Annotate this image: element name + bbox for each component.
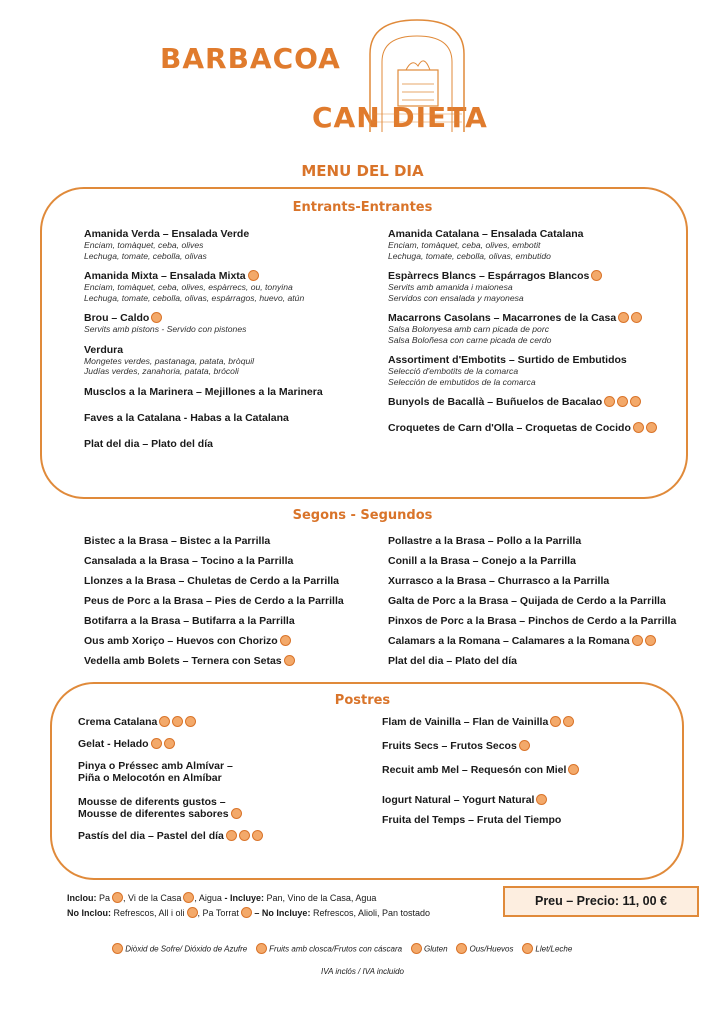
segons-left-column — [84, 531, 384, 671]
egg-allergen-icon — [645, 635, 656, 646]
menu-title: MENU DEL DIA — [301, 162, 424, 180]
gluten-allergen-icon — [411, 943, 422, 954]
entrant-name: Faves a la Catalana - Habas a la Catalana — [84, 411, 289, 424]
entrant-desc: Judías verdes, zanahoria, patata, brócoli — [84, 366, 239, 376]
segon-item: Cansalada a la Brasa – Tocino a la Parrilla — [84, 555, 294, 567]
egg-allergen-icon — [280, 635, 291, 646]
incluye-label: - Incluye: — [224, 893, 264, 903]
entrant-desc: Enciam, tomàquet, ceba, olives, espàrrecs, ou, tonyina — [84, 282, 293, 292]
entrant-desc: Salsa Bolonyesa amb carn picada de porc — [388, 324, 549, 334]
entrant-desc: Salsa Boloñesa con carne picada de cerdo — [388, 334, 552, 345]
entrant-name: Amanida Catalana – Ensalada Catalana — [388, 228, 584, 240]
postre-name: Pastís del dia – Pastel del día — [78, 830, 224, 842]
postre-name: Fruits Secs – Frutos Secos — [382, 740, 517, 752]
entrant-name: Brou – Caldo — [84, 312, 150, 324]
egg-allergen-icon — [185, 716, 196, 727]
legend-gluten: Gluten — [423, 944, 448, 954]
segon-item — [84, 651, 384, 671]
postre-name: Gelat - Helado — [78, 738, 149, 750]
iva-note: IVA inclós / IVA incluido — [320, 967, 404, 976]
milk-allergen-icon — [631, 312, 642, 323]
gluten-allergen-icon — [632, 635, 643, 646]
legend-egg: Ous/Huevos — [469, 944, 514, 954]
legend-milk: Llet/Leche — [535, 944, 573, 954]
entrant-desc: Lechuga, tomate, cebolla, olivas, espárragos, huevo, atún — [84, 292, 305, 303]
entrant-desc: Lechuga, tomate, cebolla, olivas — [84, 250, 207, 261]
no-inclou-label: No Inclou: — [67, 908, 111, 918]
segon-item: Plat del dia – Plato del día — [388, 655, 517, 667]
postre-name: Flam de Vainilla – Flan de Vainilla — [382, 716, 549, 728]
entrant-item — [388, 396, 688, 408]
entrants-title: Entrants-Entrantes — [292, 200, 433, 215]
gluten-allergen-icon — [226, 830, 237, 841]
entrant-desc: Enciam, tomàquet, ceba, olives, embotit — [388, 240, 541, 250]
postre-name: Recuit amb Mel – Requesón con Miel — [382, 764, 567, 776]
nuts-allergen-icon — [252, 830, 263, 841]
postres-left-column — [78, 716, 368, 842]
postre-name: Mousse de diferents gustos – — [78, 796, 226, 808]
inclou-a: Pa — [99, 893, 111, 903]
egg-allergen-icon — [248, 270, 259, 281]
segon-item — [84, 631, 384, 651]
entrant-desc: Servits amb pistons - Servido con pistones — [84, 324, 247, 334]
barbecue-illustration — [362, 14, 472, 134]
entrant-desc: Selecció d'embotits de la comarca — [388, 366, 519, 376]
gluten-allergen-icon — [284, 655, 295, 666]
entrant-name: Amanida Verda – Ensalada Verde — [84, 228, 250, 240]
gluten-allergen-icon — [618, 312, 629, 323]
segon-item: Llonzes a la Brasa – Chuletas de Cerdo a la Parrilla — [84, 575, 340, 587]
sulphite-allergen-icon — [183, 892, 194, 903]
postre-name: Iogurt Natural – Yogurt Natural — [382, 794, 535, 806]
entrants-right-column — [388, 228, 688, 443]
entrant-desc: Servits amb amanida i maionesa — [388, 282, 513, 292]
nuts-allergen-icon — [519, 740, 530, 751]
brand-line-2: CAN DIETA — [312, 101, 488, 134]
entrant-name: Amanida Mixta – Ensalada Mixta — [84, 270, 246, 282]
entrant-item — [84, 438, 374, 450]
segons-title: Segons - Segundos — [292, 508, 433, 523]
milk-allergen-icon — [239, 830, 250, 841]
brand-line-1: BARBACOA — [160, 42, 341, 75]
postre-name: Fruita del Temps – Fruta del Tiempo — [382, 814, 562, 826]
entrant-item — [388, 422, 688, 434]
entrant-item — [84, 228, 374, 261]
postre-name: Crema Catalana — [78, 716, 158, 728]
egg-allergen-icon — [630, 396, 641, 407]
postres-title: Postres — [334, 693, 391, 708]
egg-allergen-icon — [164, 738, 175, 749]
segon-name: Ous amb Xoriço – Huevos con Chorizo — [84, 635, 278, 647]
entrant-name: Croquetes de Carn d'Olla – Croquetas de Cocido — [388, 422, 631, 434]
no-incluye-label: – No Incluye: — [254, 908, 311, 918]
milk-allergen-icon — [617, 396, 628, 407]
legend-sulphite: Diòxid de Sofre/ Dióxido de Azufre — [125, 944, 248, 954]
no-incluye-text: Refrescos, Alioli, Pan tostado — [312, 908, 431, 918]
inclou-c: , Aigua — [194, 893, 222, 903]
gluten-allergen-icon — [112, 892, 123, 903]
segon-item: Bistec a la Brasa – Bistec a la Parrilla — [84, 535, 271, 547]
entrant-item — [84, 412, 374, 424]
no-inclou-b: , Pa Torrat — [197, 908, 239, 918]
segon-item: Xurrasco a la Brasa – Churrasco a la Parrilla — [388, 575, 610, 587]
egg-allergen-icon — [646, 422, 657, 433]
allergen-legend — [110, 944, 630, 955]
entrant-item — [84, 270, 374, 303]
legend-nuts: Fruits amb closca/Frutos con cáscara — [269, 944, 403, 954]
segon-item: Pollastre a la Brasa – Pollo a la Parrilla — [388, 535, 582, 547]
entrant-desc: Enciam, tomàquet, ceba, olives — [84, 240, 204, 250]
egg-allergen-icon — [591, 270, 602, 281]
includes-block — [67, 891, 497, 921]
entrant-item — [84, 344, 374, 377]
segon-item — [388, 631, 698, 651]
entrant-item — [388, 270, 688, 303]
milk-allergen-icon — [536, 794, 547, 805]
entrant-name: Espàrrecs Blancs – Espárragos Blancos — [388, 270, 590, 282]
segon-item: Botifarra a la Brasa – Butifarra a la Parrilla — [84, 615, 295, 627]
gluten-allergen-icon — [241, 907, 252, 918]
sulphite-allergen-icon — [112, 943, 123, 954]
milk-allergen-icon — [550, 716, 561, 727]
entrant-item — [84, 312, 374, 335]
entrant-name: Assortiment d'Embotits – Surtido de Embutidos — [388, 354, 627, 366]
price-box: Preu – Precio: 11, 00 € — [503, 886, 699, 917]
gluten-allergen-icon — [633, 422, 644, 433]
inclou-b: , Vi de la Casa — [123, 893, 182, 903]
gluten-allergen-icon — [151, 312, 162, 323]
segon-item: Pinxos de Porc a la Brasa – Pinchos de Cerdo a la Parrilla — [388, 615, 677, 627]
entrant-desc: Servidos con ensalada y mayonesa — [388, 292, 524, 303]
entrants-left-column — [84, 228, 374, 459]
segon-name: Vedella amb Bolets – Ternera con Setas — [84, 655, 282, 667]
gluten-allergen-icon — [604, 396, 615, 407]
entrant-name: Bunyols de Bacallà – Buñuelos de Bacalao — [388, 396, 603, 408]
segon-item: Conill a la Brasa – Conejo a la Parrilla — [388, 555, 576, 567]
egg-allergen-icon — [456, 943, 467, 954]
milk-allergen-icon — [172, 716, 183, 727]
segon-item: Peus de Porc a la Brasa – Pies de Cerdo a la Parrilla — [84, 595, 344, 607]
entrant-item — [388, 354, 688, 387]
gluten-allergen-icon — [159, 716, 170, 727]
entrant-desc: Lechuga, tomate, cebolla, olivas, embutido — [388, 250, 551, 261]
postre-name: Mousse de diferentes sabores — [78, 808, 229, 820]
entrant-item — [388, 312, 688, 345]
segons-right-column — [388, 531, 698, 671]
milk-allergen-icon — [568, 764, 579, 775]
egg-allergen-icon — [187, 907, 198, 918]
entrant-item — [84, 386, 374, 398]
segon-name: Calamars a la Romana – Calamares a la Romana — [388, 635, 630, 647]
entrant-desc: Selección de embutidos de la comarca — [388, 376, 536, 387]
no-inclou-a: Refrescos, All i oli — [113, 908, 185, 918]
nuts-allergen-icon — [256, 943, 267, 954]
entrant-name: Macarrons Casolans – Macarrones de la Casa — [388, 312, 617, 324]
entrant-desc: Mongetes verdes, pastanaga, patata, bròquil — [84, 355, 255, 366]
postre-name: Pinya o Préssec amb Almívar – — [78, 760, 233, 772]
milk-allergen-icon — [151, 738, 162, 749]
entrant-name: Musclos a la Marinera – Mejillones a la Marinera — [84, 385, 323, 398]
milk-allergen-icon — [231, 808, 242, 819]
postres-right-column — [382, 716, 682, 826]
postre-name: Piña o Melocotón en Almíbar — [78, 772, 222, 784]
entrant-name: Verdura — [84, 343, 124, 356]
milk-allergen-icon — [522, 943, 533, 954]
incluye-text: Pan, Vino de la Casa, Agua — [266, 893, 377, 903]
egg-allergen-icon — [563, 716, 574, 727]
inclou-label: Inclou: — [67, 893, 97, 903]
entrant-item — [388, 228, 688, 261]
segon-item: Galta de Porc a la Brasa – Quijada de Cerdo a la Parrilla — [388, 595, 666, 607]
entrant-name: Plat del dia – Plato del día — [84, 437, 213, 450]
